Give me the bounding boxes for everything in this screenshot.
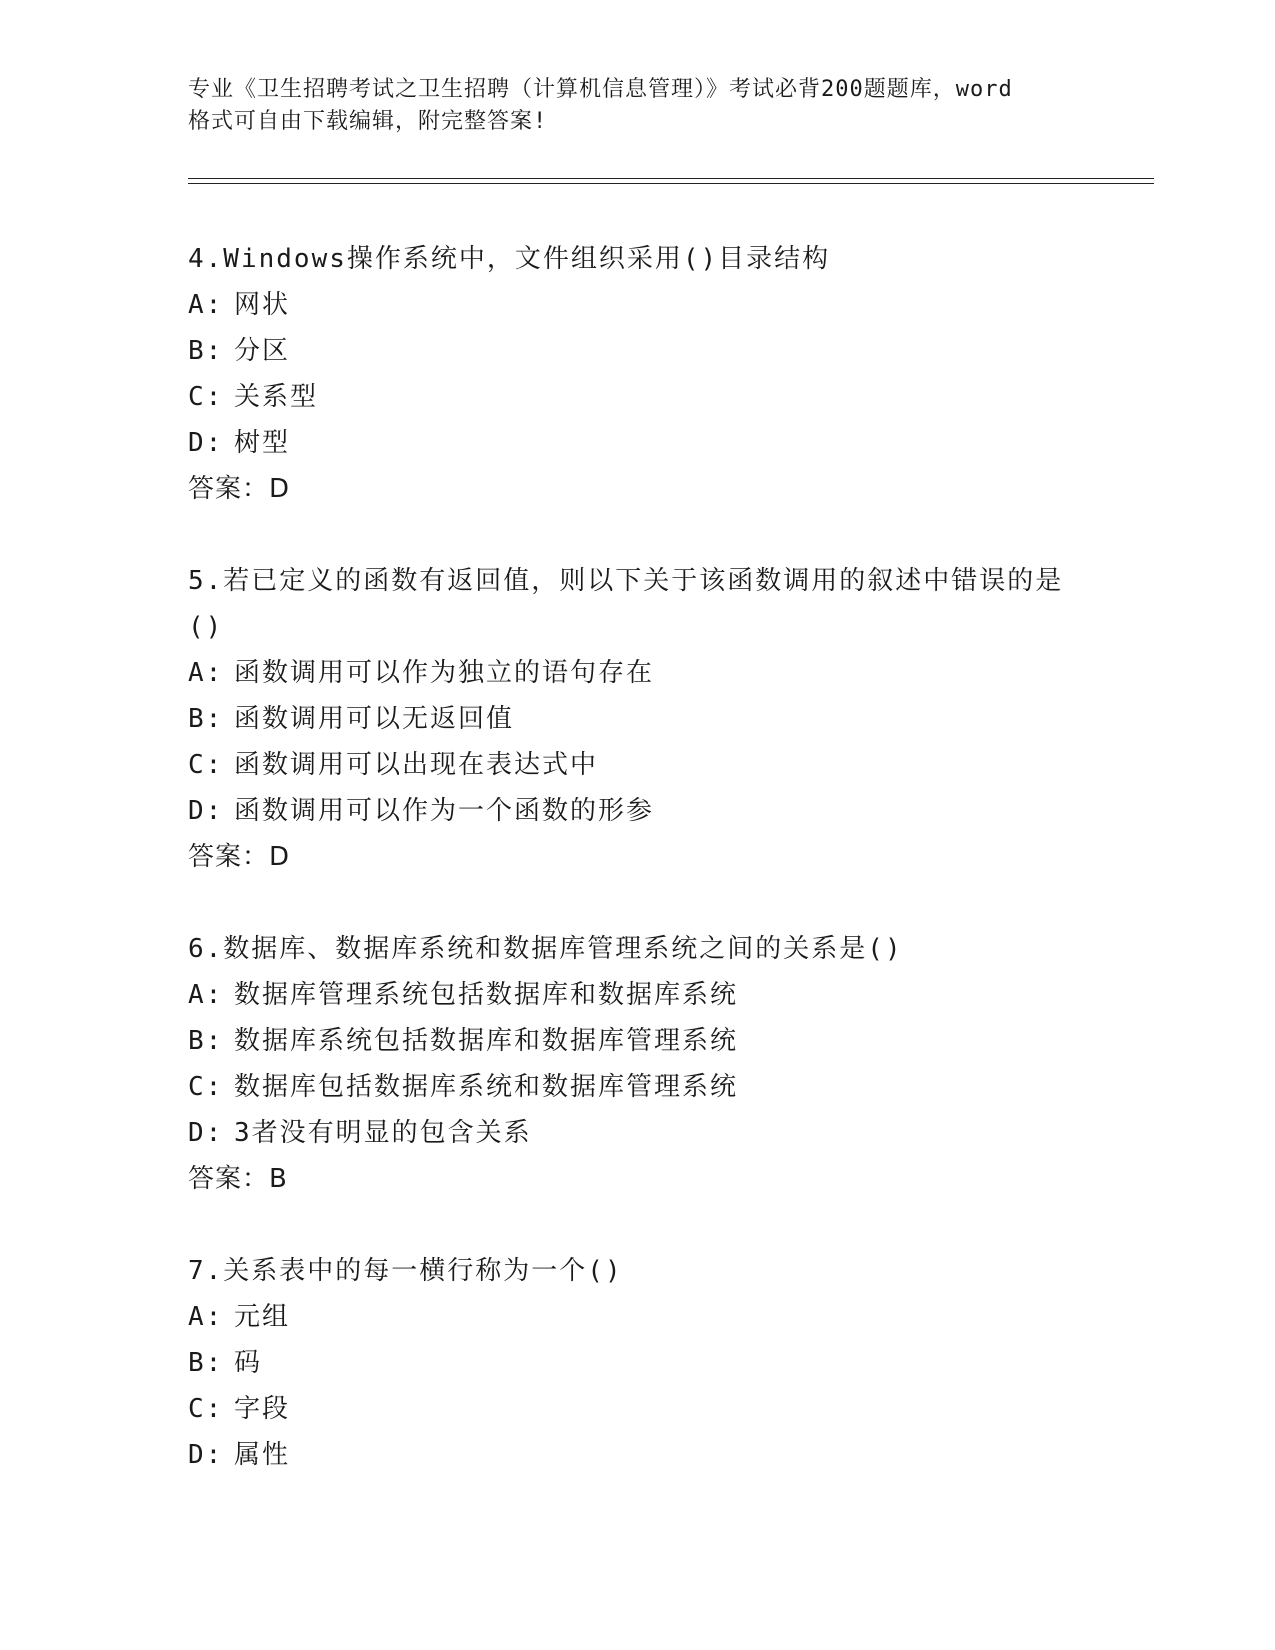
answer-label: 答案：D: [188, 842, 291, 872]
option-text: 函数调用可以无返回值: [234, 704, 515, 734]
option-letter: C:: [188, 750, 224, 780]
option-letter: B:: [188, 336, 224, 366]
option-letter: C:: [188, 1394, 224, 1424]
question-text: 5.若已定义的函数有返回值，则以下关于该函数调用的叙述中错误的是(): [188, 566, 1064, 642]
spacer: [188, 512, 1128, 558]
option-c: [188, 1386, 1128, 1432]
option-letter: C:: [188, 1072, 224, 1102]
header-divider-bottom: [188, 183, 1154, 184]
option-letter: A:: [188, 980, 224, 1010]
header-divider-top: [188, 178, 1154, 179]
header-line-2: 格式可自由下载编辑，附完整答案!: [188, 109, 548, 134]
option-c: [188, 742, 1128, 788]
option-a: [188, 1294, 1128, 1340]
question-5: [188, 558, 1128, 880]
option-d: [188, 420, 1128, 466]
option-a: [188, 972, 1128, 1018]
option-text: 属性: [234, 1440, 291, 1470]
option-letter: B:: [188, 1026, 224, 1056]
answer-label: 答案：B: [188, 1164, 288, 1194]
option-a: [188, 650, 1128, 696]
option-text: 字段: [234, 1394, 291, 1424]
question-list: [188, 236, 1128, 1478]
option-letter: B:: [188, 704, 224, 734]
option-text: 分区: [234, 336, 291, 366]
option-a: [188, 282, 1128, 328]
option-text: 树型: [234, 428, 291, 458]
option-letter: D:: [188, 1118, 224, 1148]
document-header: [188, 74, 1088, 138]
option-b: [188, 1018, 1128, 1064]
option-text: 函数调用可以出现在表达式中: [234, 750, 599, 780]
question-text: 7.关系表中的每一横行称为一个(): [188, 1256, 623, 1286]
option-letter: A:: [188, 1302, 224, 1332]
option-text: 网状: [234, 290, 291, 320]
question-6: [188, 926, 1128, 1202]
question-4: [188, 236, 1128, 512]
option-d: [188, 788, 1128, 834]
option-text: 3者没有明显的包含关系: [234, 1118, 532, 1148]
question-7: [188, 1248, 1128, 1478]
option-b: [188, 1340, 1128, 1386]
question-text: 6.数据库、数据库系统和数据库管理系统之间的关系是(): [188, 934, 903, 964]
option-letter: A:: [188, 290, 224, 320]
question-text: 4.Windows操作系统中，文件组织采用()目录结构: [188, 244, 831, 274]
option-text: 元组: [234, 1302, 291, 1332]
answer-label: 答案：D: [188, 474, 291, 504]
option-text: 关系型: [234, 382, 319, 412]
option-b: [188, 328, 1128, 374]
option-d: [188, 1432, 1128, 1478]
option-letter: D:: [188, 428, 224, 458]
option-c: [188, 374, 1128, 420]
option-letter: C:: [188, 382, 224, 412]
option-text: 函数调用可以作为独立的语句存在: [234, 658, 655, 688]
option-c: [188, 1064, 1128, 1110]
option-letter: B:: [188, 1348, 224, 1378]
option-letter: A:: [188, 658, 224, 688]
header-line-1: 专业《卫生招聘考试之卫生招聘（计算机信息管理）》考试必背200题题库，word: [188, 77, 1013, 102]
spacer: [188, 880, 1128, 926]
option-letter: D:: [188, 796, 224, 826]
option-b: [188, 696, 1128, 742]
option-text: 数据库包括数据库系统和数据库管理系统: [234, 1072, 739, 1102]
option-text: 码: [234, 1348, 263, 1378]
spacer: [188, 1202, 1128, 1248]
option-d: [188, 1110, 1128, 1156]
option-text: 函数调用可以作为一个函数的形参: [234, 796, 655, 826]
option-letter: D:: [188, 1440, 224, 1470]
option-text: 数据库系统包括数据库和数据库管理系统: [234, 1026, 739, 1056]
option-text: 数据库管理系统包括数据库和数据库系统: [234, 980, 739, 1010]
